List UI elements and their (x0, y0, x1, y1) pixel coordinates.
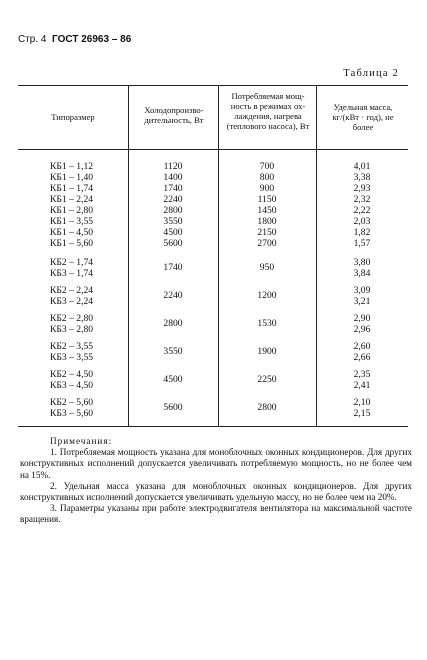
type-cell: КБ2 – 5,60 (50, 397, 94, 408)
type-cell: КБ2 – 4,50 (50, 369, 94, 380)
mass-cell: 2,93 (353, 183, 371, 194)
type-cell: КБ3 – 2,80 (50, 324, 94, 335)
mass-cell: 3,21 (353, 296, 371, 307)
mass-cell: 3,80 (353, 257, 371, 268)
power-cell: 1150 (257, 194, 277, 205)
page-header (18, 34, 131, 45)
power-cell: 2700 (257, 238, 277, 249)
type-cell: КБ1 – 2,80 (50, 205, 94, 216)
mass-cell: 1,82 (353, 227, 371, 238)
power-cell: 1900 (257, 346, 277, 357)
power-cell: 2150 (257, 227, 277, 238)
mass-cell: 2,96 (353, 324, 371, 335)
power-cell: 800 (259, 172, 275, 183)
standard-number: ГОСТ 26963 – 86 (52, 34, 132, 45)
table-row-group (18, 369, 408, 391)
mass-cell: 2,35 (353, 369, 371, 380)
column-header-mass: Удельная масса, кг/(кВт · год), не более (332, 102, 394, 132)
table-row-group (18, 341, 408, 363)
type-cell: КБ1 – 1,40 (50, 172, 94, 183)
cooling-cell: 5600 (163, 402, 183, 413)
table-top-rule (18, 85, 408, 86)
type-cell: КБ1 – 1,74 (50, 183, 94, 194)
cooling-cell: 4500 (163, 374, 183, 385)
cooling-cell: 3550 (163, 346, 183, 357)
power-cell: 1800 (257, 216, 277, 227)
type-cell: КБ1 – 3,55 (50, 216, 94, 227)
table-bottom-rule (18, 426, 408, 427)
type-cell: КБ3 – 5,60 (50, 408, 94, 419)
cooling-cell: 2240 (163, 290, 183, 301)
mass-cell: 2,41 (353, 380, 371, 391)
cooling-cell: 1740 (163, 183, 183, 194)
notes-title: Примечания: (50, 436, 113, 446)
mass-cell: 3,09 (353, 285, 371, 296)
type-cell: КБ3 – 4,50 (50, 380, 94, 391)
page-number: Стр. 4 (18, 34, 47, 45)
power-cell: 2800 (257, 402, 277, 413)
power-cell: 950 (259, 262, 275, 273)
type-cell: КБ2 – 2,24 (50, 285, 94, 296)
cooling-cell: 2800 (163, 205, 183, 216)
mass-cell: 2,66 (353, 352, 371, 363)
type-cell: КБ2 – 3,55 (50, 341, 94, 352)
power-cell: 1200 (257, 290, 277, 301)
mass-cell: 2,32 (353, 194, 371, 205)
cooling-cell: 2800 (163, 318, 183, 329)
column-header-power: Потребляемая мощ-ность в режимах ох-лаждения, нагрева (теплового насоса), Вт (226, 91, 310, 131)
note-item: 2. Удельная масса указана для моноблочных оконных кондиционеров. Для других конструктивных исполнений допускается увеличивать удельную массу, но не более чем на 20%. (20, 480, 412, 503)
power-cell: 700 (259, 161, 275, 172)
power-cell: 2250 (257, 374, 277, 385)
table-title: Таблица 2 (343, 68, 399, 79)
type-cell: КБ1 – 2,24 (50, 194, 94, 205)
type-cell: КБ1 – 5,60 (50, 238, 94, 249)
type-cell: КБ1 – 1,12 (50, 161, 94, 172)
power-cell: 900 (259, 183, 275, 194)
cooling-cell: 1400 (163, 172, 183, 183)
mass-cell: 2,60 (353, 341, 371, 352)
mass-cell: 4,01 (353, 161, 371, 172)
mass-cell: 2,03 (353, 216, 371, 227)
mass-cell: 2,90 (353, 313, 371, 324)
table-header-rule (18, 149, 408, 150)
column-header-cooling: Холодопроизво-дительность, Вт (144, 105, 204, 125)
mass-cell: 2,15 (353, 408, 371, 419)
mass-cell: 2,22 (353, 205, 371, 216)
type-cell: КБ2 – 2,80 (50, 313, 94, 324)
cooling-cell: 1120 (163, 161, 183, 172)
note-item: 1. Потребляемая мощность указана для моноблочных оконных кондиционеров. Для других конструктивных исполнений допускается увеличивать потребляемую мощность, но не более чем на 15%. (20, 447, 412, 480)
cooling-cell: 2240 (163, 194, 183, 205)
mass-cell: 3,84 (353, 268, 371, 279)
table-row-group (18, 313, 408, 335)
table-row-group (18, 285, 408, 307)
notes-section (20, 436, 412, 526)
cooling-cell: 3550 (163, 216, 183, 227)
type-cell: КБ2 – 1,74 (50, 257, 94, 268)
power-cell: 1450 (257, 205, 277, 216)
note-item: 3. Параметры указаны при работе электродвигателя вентилятора на максимальной частоте вращения. (20, 503, 412, 525)
type-cell: КБ3 – 2,24 (50, 296, 94, 307)
type-cell: КБ3 – 1,74 (50, 268, 94, 279)
cooling-cell: 1740 (163, 262, 183, 273)
cooling-cell: 4500 (163, 227, 183, 238)
cooling-cell: 5600 (163, 238, 183, 249)
mass-cell: 3,38 (353, 172, 371, 183)
table-row-group (18, 397, 408, 419)
power-cell: 1530 (257, 318, 277, 329)
mass-cell: 1,57 (353, 238, 371, 249)
type-cell: КБ3 – 3,55 (50, 352, 94, 363)
column-header-type: Типоразмер (51, 112, 95, 122)
mass-cell: 2,10 (353, 397, 371, 408)
table-row-group (18, 257, 408, 279)
type-cell: КБ1 – 4,50 (50, 227, 94, 238)
